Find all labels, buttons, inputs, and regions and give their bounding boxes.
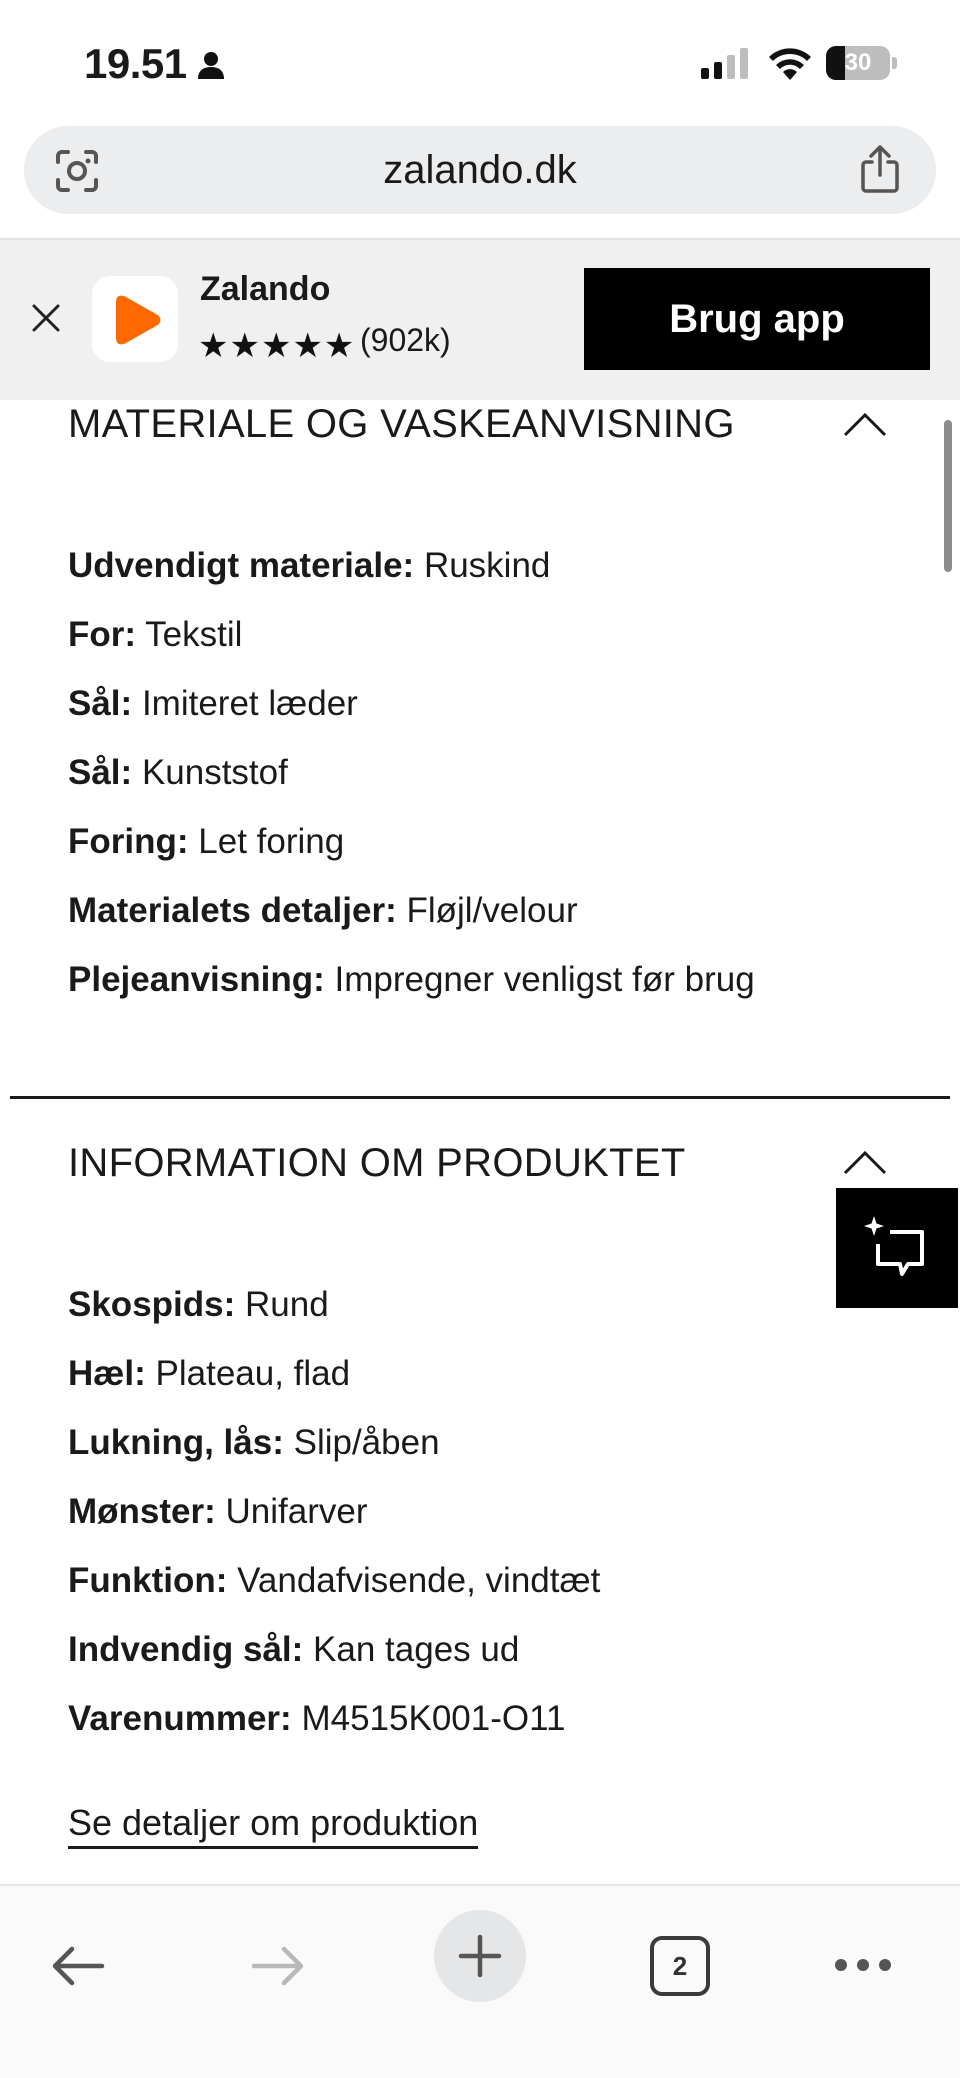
attribute-row <box>68 1423 440 1463</box>
section-divider <box>10 1096 950 1099</box>
more-icon[interactable] <box>832 1952 894 1978</box>
zalando-logo-icon <box>110 294 162 346</box>
attribute-label: Sål: <box>68 684 133 723</box>
forward-arrow-icon[interactable] <box>248 1936 308 1996</box>
signal-icon <box>700 48 750 80</box>
attribute-value: Rund <box>245 1285 329 1324</box>
person-icon <box>196 50 226 80</box>
app-name: Zalando <box>200 270 331 308</box>
attribute-label: Foring: <box>68 822 189 861</box>
production-details-link[interactable]: Se detaljer om produktion <box>68 1802 478 1849</box>
battery-percent: 30 <box>844 49 872 76</box>
chevron-up-icon[interactable] <box>842 410 888 438</box>
attribute-value: Slip/åben <box>293 1423 440 1462</box>
attribute-label: Lukning, lås: <box>68 1423 284 1462</box>
attribute-value: Fløjl/velour <box>406 891 578 930</box>
attribute-row <box>68 1561 600 1601</box>
url-text[interactable]: zalando.dk <box>383 148 577 192</box>
use-app-button[interactable]: Brug app <box>584 268 930 370</box>
attribute-label: Skospids: <box>68 1285 236 1324</box>
tabs-icon[interactable]: 2 <box>650 1936 710 1996</box>
attribute-label: Varenummer: <box>68 1699 292 1738</box>
attribute-row <box>68 1492 368 1532</box>
share-icon[interactable] <box>858 144 902 194</box>
attribute-row <box>68 960 755 1000</box>
attribute-value: M4515K001-O11 <box>301 1699 566 1738</box>
ai-sparkle-icon <box>864 1214 930 1280</box>
battery-indicator <box>826 46 896 80</box>
attribute-row <box>68 1630 519 1670</box>
back-arrow-icon[interactable] <box>48 1936 108 1996</box>
section-title-product[interactable]: INFORMATION OM PRODUKTET <box>68 1141 686 1185</box>
attribute-label: Sål: <box>68 753 133 792</box>
attribute-label: Mønster: <box>68 1492 216 1531</box>
attribute-value: Let foring <box>198 822 345 861</box>
app-banner <box>0 240 960 400</box>
attribute-row <box>68 1285 329 1325</box>
bottom-toolbar <box>0 1884 960 2078</box>
rating-count: (902k) <box>360 322 451 358</box>
app-logo <box>92 276 178 362</box>
attribute-row <box>68 546 550 586</box>
attribute-row <box>68 1699 565 1739</box>
attribute-value: Unifarver <box>225 1492 368 1531</box>
attribute-value: Ruskind <box>423 546 551 585</box>
attribute-value: Plateau, flad <box>155 1354 351 1393</box>
attribute-row <box>68 891 578 931</box>
attribute-value: Kunststof <box>141 753 288 792</box>
attribute-label: Plejeanvisning: <box>68 960 325 999</box>
scroll-indicator[interactable] <box>944 420 952 572</box>
status-time: 19.51 <box>84 40 187 87</box>
attribute-row <box>68 753 288 793</box>
attribute-row <box>68 615 242 655</box>
attribute-row <box>68 822 344 862</box>
attribute-value: Tekstil <box>145 615 243 654</box>
attribute-label: For: <box>68 615 137 654</box>
section-title-material[interactable]: MATERIALE OG VASKEANVISNING <box>68 402 735 446</box>
rating-stars: ★★★★★ <box>198 327 356 365</box>
attribute-label: Hæl: <box>68 1354 146 1393</box>
attribute-label: Indvendig sål: <box>68 1630 304 1669</box>
ai-assistant-button[interactable] <box>836 1188 958 1308</box>
attribute-label: Udvendigt materiale: <box>68 546 415 585</box>
plus-icon <box>458 1934 502 1978</box>
attribute-value: Vandafvisende, vindtæt <box>237 1561 601 1600</box>
attribute-value: Imiteret læder <box>141 684 358 723</box>
attribute-row <box>68 1354 350 1394</box>
address-bar[interactable] <box>24 126 936 214</box>
close-icon[interactable] <box>28 300 64 336</box>
attribute-row <box>68 684 358 724</box>
new-tab-button[interactable] <box>434 1910 526 2002</box>
attribute-value: Kan tages ud <box>313 1630 520 1669</box>
attribute-value: Impregner venligst før brug <box>334 960 755 999</box>
chevron-up-icon[interactable] <box>842 1148 888 1176</box>
status-bar <box>0 0 960 120</box>
wifi-icon <box>766 44 814 82</box>
attribute-label: Funktion: <box>68 1561 228 1600</box>
attribute-label: Materialets detaljer: <box>68 891 397 930</box>
